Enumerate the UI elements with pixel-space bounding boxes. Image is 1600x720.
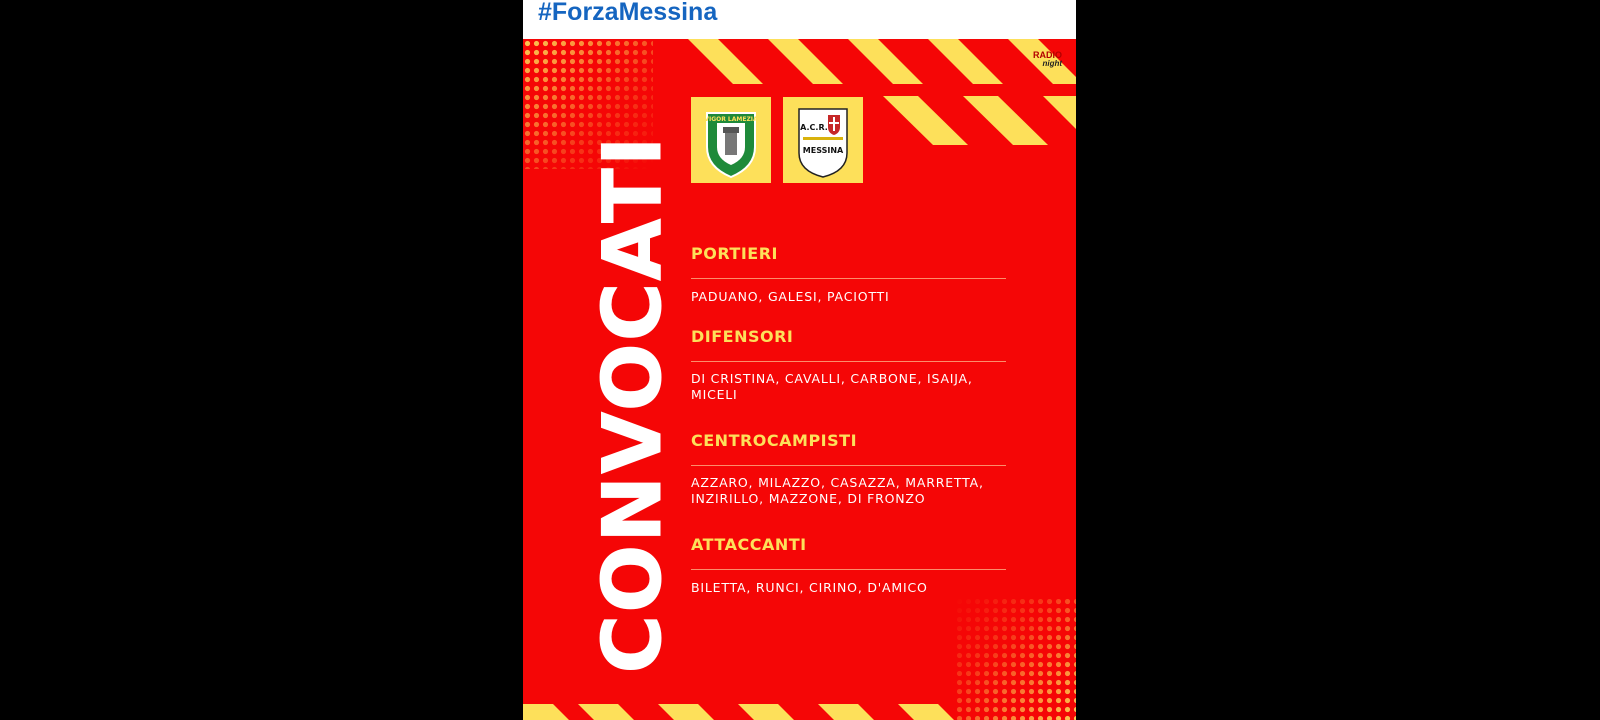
section-divider <box>691 569 1006 570</box>
acr-messina-badge <box>783 97 863 183</box>
convocati-title: CONVOCATI <box>586 134 679 674</box>
convocati-poster[interactable] <box>523 39 1076 720</box>
players-centrocampisti: AZZARO, MILAZZO, CASAZZA, MARRETTA, INZIRILLO, MAZZONE, DI FRONZO <box>691 475 984 506</box>
radio-night-logo: RADIO night <box>1033 50 1062 68</box>
social-post <box>523 0 1076 720</box>
players-difensori: DI CRISTINA, CAVALLI, CARBONE, ISAIJA, MICELI <box>691 371 973 402</box>
hashtag-link[interactable]: #ForzaMessina <box>538 0 718 26</box>
halftone-bottom-right <box>953 599 1076 720</box>
section-title-difensori: DIFENSORI <box>691 327 794 346</box>
players-attaccanti: BILETTA, RUNCI, CIRINO, D'AMICO <box>691 580 928 595</box>
convocati-title-container <box>586 134 679 674</box>
vigor-lamezia-badge <box>691 97 771 183</box>
vigor-lamezia-name: VIGOR LAMEZIA <box>704 116 758 123</box>
section-title-portieri: PORTIERI <box>691 244 778 263</box>
section-divider <box>691 278 1006 279</box>
players-portieri: PADUANO, GALESI, PACIOTTI <box>691 289 890 304</box>
acr-messina-crest-icon <box>783 97 863 183</box>
section-title-centrocampisti: CENTROCAMPISTI <box>691 431 858 450</box>
post-text-bar <box>523 0 1076 39</box>
hazard-stripes-bottom <box>523 704 954 720</box>
section-divider <box>691 361 1006 362</box>
section-divider <box>691 465 1006 466</box>
acr-text: A.C.R. <box>800 123 828 132</box>
section-title-attaccanti: ATTACCANTI <box>691 535 807 554</box>
vigor-lamezia-crest-icon <box>691 97 771 183</box>
messina-text: MESSINA <box>802 146 844 155</box>
